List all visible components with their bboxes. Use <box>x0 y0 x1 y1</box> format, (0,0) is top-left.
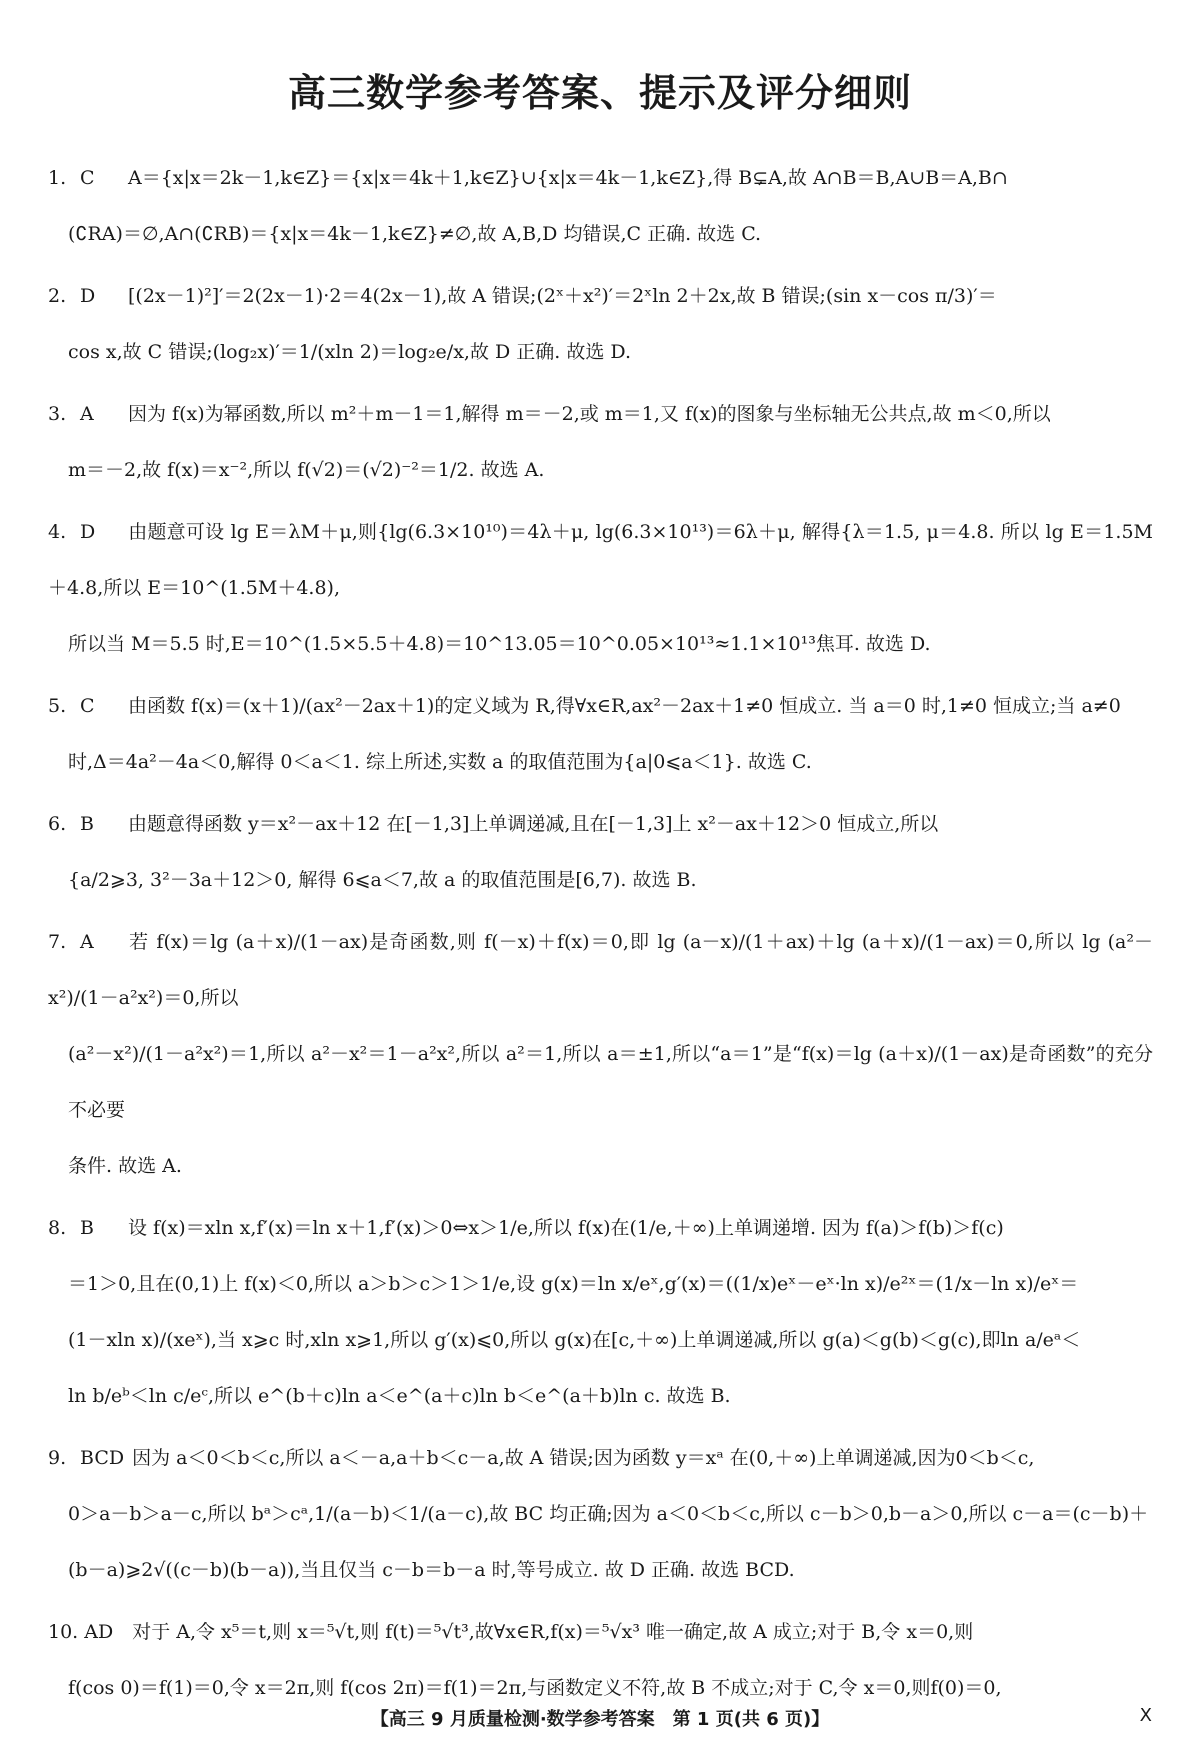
answer-choice: B <box>80 1217 94 1239</box>
answer-line <box>48 1256 1153 1312</box>
question-number: 7. <box>48 931 67 953</box>
question-number: 8. <box>48 1217 67 1239</box>
solution-text: 时,Δ＝4a²－4a＜0,解得 0＜a＜1. 综上所述,实数 a 的取值范围为{a|0⩽a＜1}. 故选 C. <box>68 751 812 773</box>
answer-item <box>48 504 1153 672</box>
answer-item <box>48 386 1153 498</box>
answer-choice: D <box>80 285 96 307</box>
answer-list <box>48 150 1153 1722</box>
answer-choice: C <box>80 167 95 189</box>
answer-choice: C <box>80 695 95 717</box>
answer-line <box>48 386 1153 442</box>
solution-text: ln b/eᵇ＜ln c/eᶜ,所以 e^(b＋c)ln a＜e^(a＋c)ln b＜e^(a＋b)ln c. 故选 B. <box>68 1385 731 1407</box>
answer-line <box>48 1430 1153 1486</box>
solution-text: 由函数 f(x)＝(x＋1)/(ax²－2ax＋1)的定义域为 R,得∀x∈R,ax²－2ax＋1≠0 恒成立. 当 a＝0 时,1≠0 恒成立;当 a≠0 <box>128 695 1121 717</box>
question-number: 4. <box>48 521 67 543</box>
solution-text: 由题意可设 lg E＝λM＋μ,则{lg(6.3×10¹⁰)＝4λ＋μ, lg(6.3×10¹³)＝6λ＋μ, 解得{λ＝1.5, μ＝4.8. 所以 lg E＝1.5M＋4.8,所以 E＝10^(1.5M＋4.8), <box>48 521 1153 599</box>
answer-line <box>48 1368 1153 1424</box>
question-number: 10. <box>48 1621 79 1643</box>
answer-item <box>48 914 1153 1194</box>
answer-line <box>48 1200 1153 1256</box>
solution-text: ＝1＞0,且在(0,1)上 f(x)＜0,所以 a＞b＞c＞1＞1/e,设 g(x)＝ln x/eˣ,g′(x)＝((1/x)eˣ－eˣ·ln x)/e²ˣ＝(1/x－ln x)/eˣ＝ <box>68 1273 1079 1295</box>
solution-text: 对于 A,令 x⁵＝t,则 x＝⁵√t,则 f(t)＝⁵√t³,故∀x∈R,f(x)＝⁵√x³ 唯一确定,故 A 成立;对于 B,令 x＝0,则 <box>132 1621 974 1643</box>
answer-line <box>48 1486 1153 1542</box>
question-number: 2. <box>48 285 67 307</box>
answer-item <box>48 796 1153 908</box>
answer-line <box>48 504 1153 616</box>
solution-text: (a²－x²)/(1－a²x²)＝1,所以 a²－x²＝1－a²x²,所以 a²＝1,所以 a＝±1,所以“a＝1”是“f(x)＝lg (a＋x)/(1－ax)是奇函数”的充分不必要 <box>68 1043 1153 1121</box>
solution-text: 由题意得函数 y＝x²－ax＋12 在[－1,3]上单调递减,且在[－1,3]上 x²－ax＋12＞0 恒成立,所以 <box>128 813 939 835</box>
page-title: 高三数学参考答案、提示及评分细则 <box>287 71 912 115</box>
answer-choice: AD <box>84 1621 114 1643</box>
answer-line <box>48 268 1153 324</box>
page-footer: 【高三 9 月质量检测·数学参考答案 第 1 页(共 6 页)】 <box>370 1709 830 1730</box>
answer-line <box>48 734 1153 790</box>
solution-text: 所以当 M＝5.5 时,E＝10^(1.5×5.5＋4.8)＝10^13.05＝10^0.05×10¹³≈1.1×10¹³焦耳. 故选 D. <box>68 633 931 655</box>
solution-text: 条件. 故选 A. <box>68 1155 182 1177</box>
answer-choice: BCD <box>80 1447 125 1469</box>
solution-text: [(2x－1)²]′＝2(2x－1)·2＝4(2x－1),故 A 错误;(2ˣ＋x²)′＝2ˣln 2＋2x,故 B 错误;(sin x－cos π/3)′＝ <box>128 285 997 307</box>
solution-text: (b－a)⩾2√((c－b)(b－a)),当且仅当 c－b＝b－a 时,等号成立. 故 D 正确. 故选 BCD. <box>68 1559 795 1581</box>
answer-choice: A <box>80 403 94 425</box>
question-number: 5. <box>48 695 67 717</box>
answer-line <box>48 852 1153 908</box>
answer-item <box>48 268 1153 380</box>
answer-line <box>48 1542 1153 1598</box>
solution-text: cos x,故 C 错误;(log₂x)′＝1/(xln 2)＝log₂e/x,故 D 正确. 故选 D. <box>68 341 631 363</box>
solution-text: (∁RA)＝∅,A∩(∁RB)＝{x|x＝4k－1,k∈Z}≠∅,故 A,B,D 均错误,C 正确. 故选 C. <box>68 223 762 245</box>
answer-line <box>48 616 1153 672</box>
answer-choice: D <box>80 521 96 543</box>
answer-item <box>48 1604 1153 1716</box>
question-number: 3. <box>48 403 67 425</box>
question-number: 9. <box>48 1447 67 1469</box>
answer-line <box>48 150 1153 206</box>
answer-line <box>48 206 1153 262</box>
answer-line <box>48 1604 1153 1660</box>
solution-text: (1－xln x)/(xeˣ),当 x⩾c 时,xln x⩾1,所以 g′(x)⩽0,所以 g(x)在[c,＋∞)上单调递减,所以 g(a)＜g(b)＜g(c),即ln a/eᵃ＜ <box>68 1329 1081 1351</box>
answer-line <box>48 914 1153 1026</box>
solution-text: 因为 f(x)为幂函数,所以 m²＋m－1＝1,解得 m＝－2,或 m＝1,又 f(x)的图象与坐标轴无公共点,故 m＜0,所以 <box>128 403 1051 425</box>
solution-text: 因为 a＜0＜b＜c,所以 a＜－a,a＋b＜c－a,故 A 错误;因为函数 y＝xᵃ 在(0,＋∞)上单调递减,因为0＜b＜c, <box>132 1447 1035 1469</box>
answer-item <box>48 150 1153 262</box>
solution-text: 设 f(x)＝xln x,f′(x)＝ln x＋1,f′(x)＞0⇔x＞1/e,所以 f(x)在(1/e,＋∞)上单调递增. 因为 f(a)＞f(b)＞f(c) <box>128 1217 1004 1239</box>
solution-text: m＝－2,故 f(x)＝x⁻²,所以 f(√2)＝(√2)⁻²＝1/2. 故选 A. <box>68 459 545 481</box>
solution-text: 若 f(x)＝lg (a＋x)/(1－ax)是奇函数,则 f(－x)＋f(x)＝0,即 lg (a－x)/(1＋ax)＋lg (a＋x)/(1－ax)＝0,所以 lg (a²－x²)/(1－a²x²)＝0,所以 <box>48 931 1153 1009</box>
solution-text: f(cos 0)＝f(1)＝0,令 x＝2π,则 f(cos 2π)＝f(1)＝2π,与函数定义不符,故 B 不成立;对于 C,令 x＝0,则f(0)＝0, <box>68 1677 1002 1699</box>
answer-line <box>48 678 1153 734</box>
answer-line <box>48 442 1153 498</box>
answer-choice: B <box>80 813 94 835</box>
answer-line <box>48 1312 1153 1368</box>
solution-text: {a/2⩾3, 3²－3a＋12＞0, 解得 6⩽a＜7,故 a 的取值范围是[6,7). 故选 B. <box>68 869 697 891</box>
answer-line <box>48 1138 1153 1194</box>
solution-text: A＝{x|x＝2k－1,k∈Z}＝{x|x＝4k＋1,k∈Z}∪{x|x＝4k－1,k∈Z},得 B⊊A,故 A∩B＝B,A∪B＝A,B∩ <box>128 167 1008 189</box>
question-number: 6. <box>48 813 67 835</box>
answer-choice: A <box>80 931 94 953</box>
question-number: 1. <box>48 167 67 189</box>
answer-line <box>48 1026 1153 1138</box>
answer-item <box>48 1200 1153 1424</box>
answer-line <box>48 324 1153 380</box>
answer-item <box>48 678 1153 790</box>
answer-line <box>48 796 1153 852</box>
footer-code: X <box>1139 1705 1152 1726</box>
answer-item <box>48 1430 1153 1598</box>
solution-text: 0＞a－b＞a－c,所以 bᵃ＞cᵃ,1/(a－b)＜1/(a－c),故 BC 均正确;因为 a＜0＜b＜c,所以 c－b＞0,b－a＞0,所以 c－a＝(c－b)＋ <box>68 1503 1149 1525</box>
